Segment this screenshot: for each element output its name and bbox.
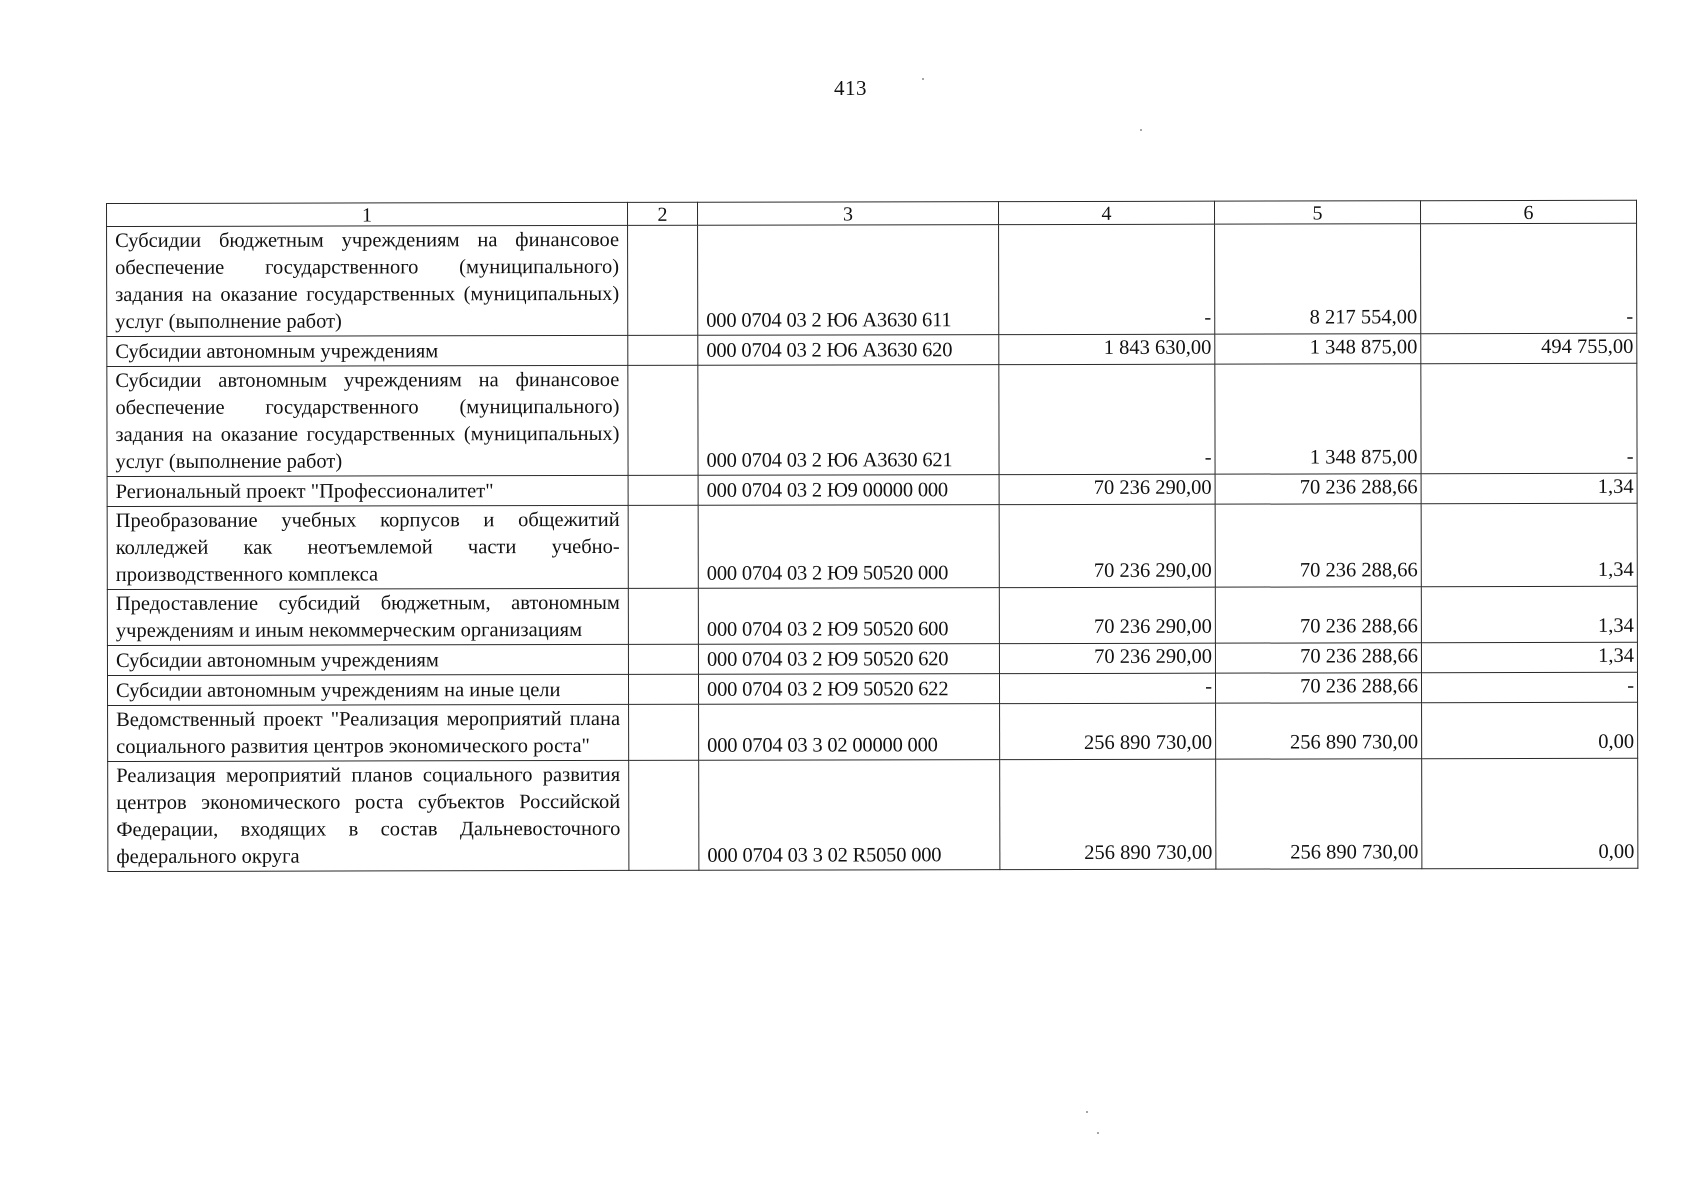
row-col5: 1 348 875,00 xyxy=(1215,364,1421,474)
row-code: 000 0704 03 3 02 R5050 000 xyxy=(699,760,1000,871)
row-col6: 1,34 xyxy=(1421,503,1637,586)
row-name: Ведомственный проект "Реализация мероприятий плана социального развития центров экономического роста" xyxy=(108,704,629,761)
row-col6: - xyxy=(1421,672,1637,702)
row-col2 xyxy=(628,644,698,674)
row-name: Региональный проект "Профессионалитет" xyxy=(107,475,628,506)
scan-speck xyxy=(1097,1132,1099,1134)
row-col5: 70 236 288,66 xyxy=(1215,504,1421,587)
row-code: 000 0704 03 3 02 00000 000 xyxy=(699,704,1000,761)
row-name: Предоставление субсидий бюджетным, автономным учреждениям и иным некоммерческим организациям xyxy=(107,588,628,645)
row-col4: 70 236 290,00 xyxy=(999,587,1215,643)
row-col6: - xyxy=(1421,363,1637,473)
table-row xyxy=(107,672,1637,705)
row-col2 xyxy=(628,588,698,644)
table-row xyxy=(107,503,1637,589)
row-col2 xyxy=(628,335,698,365)
row-col2 xyxy=(628,505,698,588)
row-col4: 70 236 290,00 xyxy=(999,474,1215,504)
row-col5: 70 236 288,66 xyxy=(1215,643,1421,673)
row-col6: 494 755,00 xyxy=(1421,333,1637,363)
row-col4: 70 236 290,00 xyxy=(999,504,1215,587)
row-name: Субсидии автономным учреждениям xyxy=(107,335,628,366)
header-col-1: 1 xyxy=(107,202,628,226)
row-col2 xyxy=(628,225,698,335)
row-col4: - xyxy=(999,673,1215,703)
table-row xyxy=(108,702,1638,761)
row-name: Субсидии автономным учреждениям на финансовое обеспечение государственного (муниципального) задания на оказание государственных (муниципальных) услуг (выполнение работ) xyxy=(107,365,628,476)
table-row xyxy=(107,223,1637,336)
header-col-3: 3 xyxy=(697,202,998,226)
table-row xyxy=(107,473,1637,506)
header-col-5: 5 xyxy=(1214,201,1420,224)
row-col2 xyxy=(628,475,698,505)
row-code: 000 0704 03 2 Ю6 А3630 621 xyxy=(698,365,999,476)
row-col2 xyxy=(629,760,699,870)
row-code: 000 0704 03 2 Ю6 А3630 611 xyxy=(698,225,999,336)
row-col2 xyxy=(628,674,698,704)
row-col4: 1 843 630,00 xyxy=(999,334,1215,364)
row-col5: 256 890 730,00 xyxy=(1216,703,1422,759)
table-row xyxy=(107,363,1637,476)
row-col6: - xyxy=(1421,223,1637,333)
table-row xyxy=(107,586,1637,645)
row-code: 000 0704 03 2 Ю9 50520 620 xyxy=(698,644,999,675)
scan-speck xyxy=(1140,129,1142,131)
table-row xyxy=(107,333,1637,366)
row-col2 xyxy=(629,704,699,760)
page-number: 413 xyxy=(834,76,867,100)
row-col5: 8 217 554,00 xyxy=(1215,224,1421,334)
header-col-6: 6 xyxy=(1420,200,1636,223)
row-code: 000 0704 03 2 Ю9 00000 000 xyxy=(698,475,999,506)
row-col4: 70 236 290,00 xyxy=(999,643,1215,673)
row-code: 000 0704 03 2 Ю9 50520 600 xyxy=(698,588,999,645)
row-name: Субсидии бюджетным учреждениям на финансовое обеспечение государственного (муниципального) задания на оказание государственных (муниципальных) услуг (выполнение работ) xyxy=(107,225,628,336)
row-col5: 256 890 730,00 xyxy=(1216,759,1422,869)
header-col-2: 2 xyxy=(627,202,697,225)
row-col4: 256 890 730,00 xyxy=(1000,703,1216,759)
row-col6: 1,34 xyxy=(1421,586,1637,642)
row-col5: 70 236 288,66 xyxy=(1215,587,1421,643)
row-col2 xyxy=(628,365,698,475)
row-name: Реализация мероприятий планов социального развития центров экономического роста субъектов Российской Федерации, входящих в состав Дальневосточного федерального округа xyxy=(108,760,629,871)
row-code: 000 0704 03 2 Ю9 50520 622 xyxy=(698,674,999,705)
row-col6: 0,00 xyxy=(1422,702,1638,758)
budget-table xyxy=(106,200,1638,872)
row-name: Субсидии автономным учреждениям xyxy=(107,644,628,675)
row-code: 000 0704 03 2 Ю9 50520 000 xyxy=(698,505,999,589)
row-col6: 1,34 xyxy=(1421,642,1637,672)
row-col5: 70 236 288,66 xyxy=(1215,474,1421,504)
table-header-row xyxy=(107,200,1637,226)
table-row xyxy=(107,642,1637,675)
row-col4: 256 890 730,00 xyxy=(1000,759,1216,869)
row-col6: 0,00 xyxy=(1422,758,1638,868)
row-col6: 1,34 xyxy=(1421,473,1637,503)
row-code: 000 0704 03 2 Ю6 А3630 620 xyxy=(698,335,999,366)
row-col5: 1 348 875,00 xyxy=(1215,334,1421,364)
row-col4: - xyxy=(999,224,1215,334)
row-name: Субсидии автономным учреждениям на иные цели xyxy=(107,674,628,705)
scan-speck xyxy=(922,78,924,80)
scan-speck xyxy=(1086,1111,1088,1113)
row-name: Преобразование учебных корпусов и общежитий колледжей как неотъемлемой части учебно-производственного комплекса xyxy=(107,505,628,589)
header-col-4: 4 xyxy=(998,201,1214,224)
row-col4: - xyxy=(999,364,1215,474)
row-col5: 70 236 288,66 xyxy=(1215,673,1421,703)
table-row xyxy=(108,758,1638,871)
